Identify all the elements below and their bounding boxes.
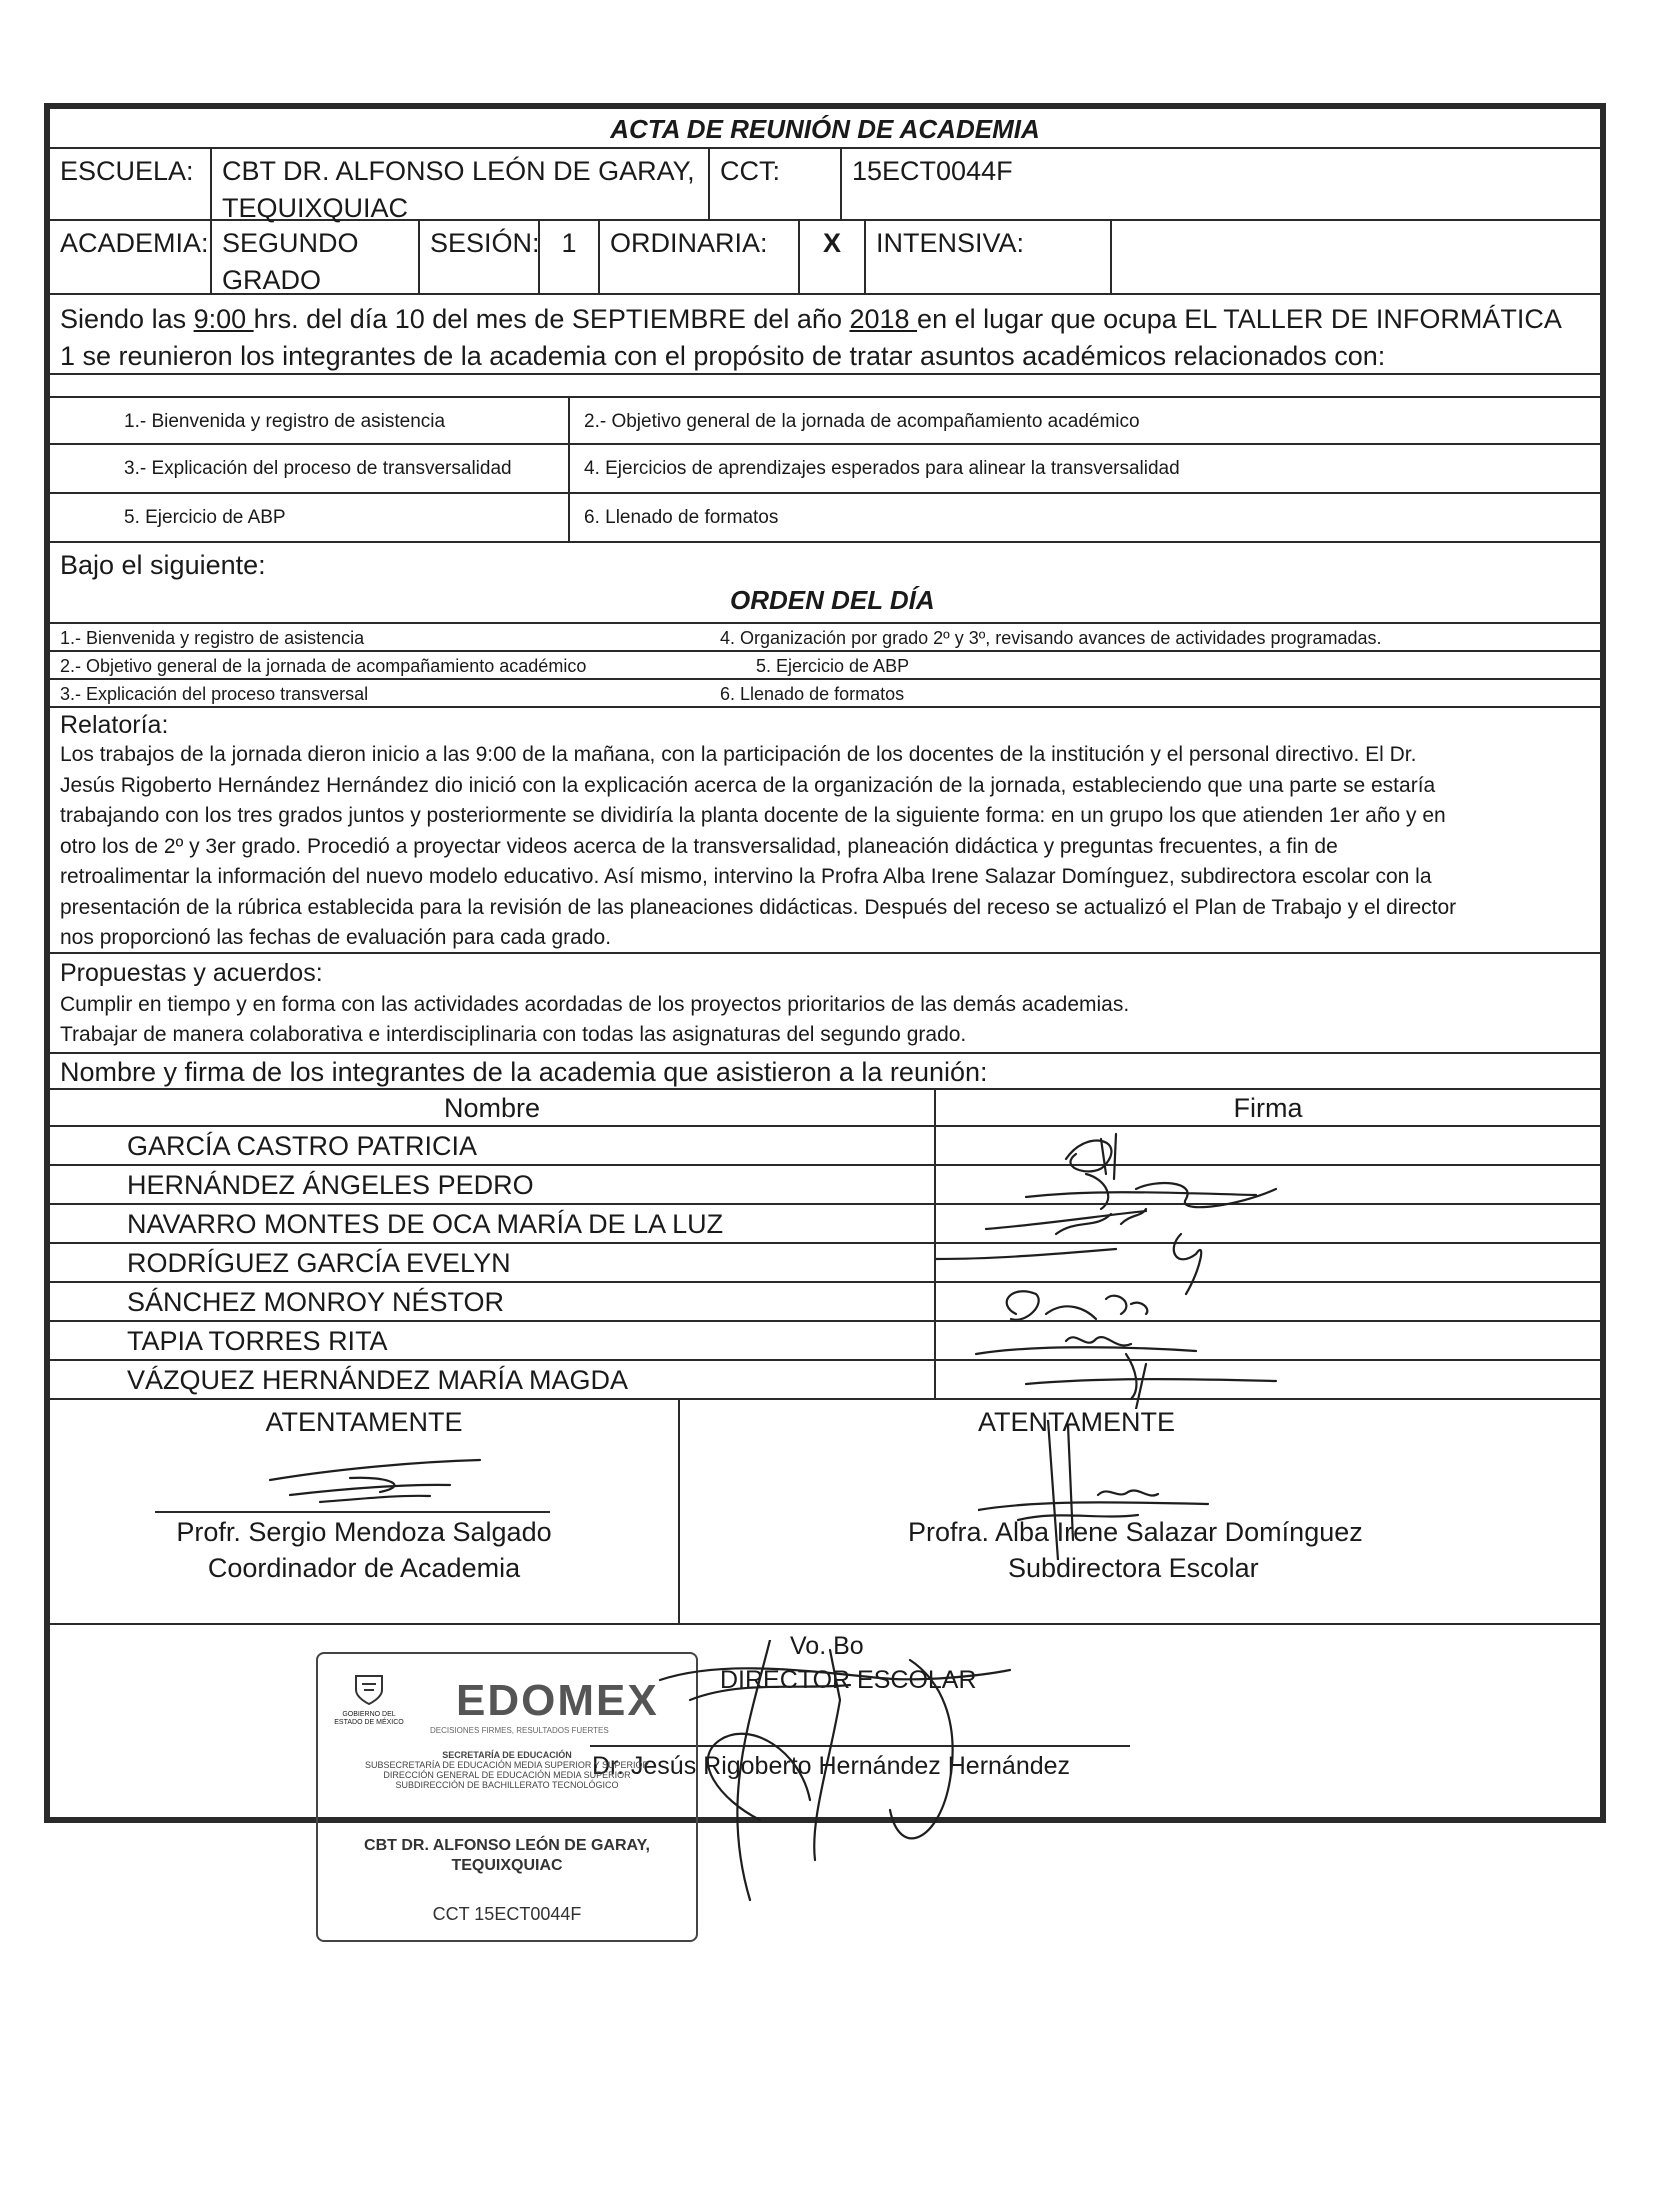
orden-row-3 — [50, 680, 1600, 708]
escuela-value — [212, 149, 710, 223]
ordinaria-value: X — [800, 221, 866, 293]
academia-value-line-1: SEGUNDO — [222, 228, 359, 258]
member-name: NAVARRO MONTES DE OCA MARÍA DE LA LUZ — [50, 1205, 936, 1242]
sesion-label: SESIÓN: — [420, 221, 540, 293]
orden-item: 5. Ejercicio de ABP — [756, 656, 910, 676]
director-title: DIRECTOR ESCOLAR — [720, 1666, 977, 1694]
propuestas-section — [50, 954, 1600, 1054]
right-signer-name: Profra. Alba Irene Salazar Domínguez — [908, 1517, 1363, 1547]
bajo-label: Bajo el siguiente: — [60, 550, 266, 580]
right-signer-block — [678, 1400, 1600, 1623]
intro-text-3: en el lugar que ocupa EL TALLER DE INFORMÁTICA — [917, 304, 1562, 334]
stamp-sec-4: SUBDIRECCIÓN DE BACHILLERATO TECNOLÓGICO — [395, 1780, 619, 1790]
edomex-logo: EDOMEX — [456, 1676, 659, 1725]
topic-item: 2.- Objetivo general de la jornada de acompañamiento académico — [584, 411, 1140, 432]
stamp-tagline: DECISIONES FIRMES, RESULTADOS FUERTES — [430, 1726, 609, 1735]
left-signer-role: Coordinador de Academia — [207, 1553, 521, 1583]
ordinaria-label: ORDINARIA: — [600, 221, 800, 293]
member-name: HERNÁNDEZ ÁNGELES PEDRO — [50, 1166, 936, 1203]
stamp-sec-3: DIRECCIÓN GENERAL DE EDUCACIÓN MEDIA SUPERIOR — [383, 1770, 631, 1780]
escuela-value-line-2: TEQUIXQUIAC — [222, 193, 409, 223]
relatoria-section — [50, 708, 1600, 954]
intensiva-label: INTENSIVA: — [866, 221, 1112, 293]
acta-document — [44, 103, 1606, 1823]
topics-row-1 — [50, 396, 1600, 445]
relatoria-line: nos proporcionó las fechas de evaluación para cada grado. — [60, 926, 612, 949]
topic-item: 5. Ejercicio de ABP — [50, 494, 570, 541]
stamp-sec-2: SUBSECRETARÍA DE EDUCACIÓN MEDIA SUPERIOR Y SUPERIOR — [364, 1760, 650, 1770]
signature-stroke — [1007, 1291, 1148, 1320]
academia-label: ACADEMIA: — [50, 221, 212, 293]
gov-shield — [324, 1672, 414, 1727]
topic-item: 6. Llenado de formatos — [584, 507, 779, 528]
stamp-school-1: CBT DR. ALFONSO LEÓN DE GARAY, — [364, 1837, 650, 1854]
orden-row-1 — [50, 624, 1600, 652]
orden-header-row — [50, 543, 1600, 624]
signature-stroke — [976, 1337, 1196, 1354]
intro-line-1 — [60, 301, 1590, 338]
stamp-sec-1: SECRETARÍA DE EDUCACIÓN — [442, 1750, 572, 1760]
intro-year: 2018 — [849, 304, 918, 334]
director-signature — [600, 1640, 1020, 1945]
topic-item: 4. Ejercicios de aprendizajes esperados para alinear la transversalidad — [584, 458, 1180, 479]
stamp-school-2: TEQUIXQUIAC — [451, 1857, 563, 1874]
escuela-label: ESCUELA: — [50, 149, 212, 219]
topic-item: 3.- Explicación del proceso de transversalidad — [50, 445, 570, 492]
cct-label: CCT: — [710, 149, 842, 219]
topic-item: 1.- Bienvenida y registro de asistencia — [50, 398, 570, 443]
propuesta-item: Trabajar de manera colaborativa e interdisciplinaria con todas las asignaturas del segundo grado. — [60, 1023, 967, 1046]
academia-row — [50, 221, 1600, 295]
vobo-label: Vo. Bo — [790, 1632, 864, 1660]
intro-row — [50, 295, 1600, 375]
title-row — [50, 109, 1600, 149]
orden-item: 1.- Bienvenida y registro de asistencia — [60, 628, 365, 648]
signature-stroke — [1066, 1134, 1116, 1179]
cct-value: 15ECT0044F — [852, 156, 1013, 186]
intro-text-2: hrs. del día 10 del mes de SEPTIEMBRE del año — [253, 304, 850, 334]
propuestas-label: Propuestas y acuerdos: — [60, 959, 323, 987]
orden-item: 6. Llenado de formatos — [720, 684, 905, 704]
gov-line-2: ESTADO DE MÉXICO — [334, 1719, 404, 1726]
relatoria-line: trabajando con los tres grados juntos y posteriormente se dividiría la planta docente de la siguiente forma: en un grupo los que atienden 1er año y en — [60, 804, 1446, 827]
member-name: SÁNCHEZ MONROY NÉSTOR — [50, 1283, 936, 1320]
orden-item: 4. Organización por grado 2º y 3º, revisando avances de actividades programadas. — [720, 628, 1382, 648]
orden-item: 2.- Objetivo general de la jornada de acompañamiento académico — [60, 656, 587, 676]
intro-line-2: 1 se reunieron los integrantes de la academia con el propósito de tratar asuntos académicos relacionados con: — [60, 341, 1386, 371]
relatoria-line: otro los de 2º y 3er grado. Procedió a proyectar videos acerca de la transversalidad, planeación didáctica y preguntas frecuentes, a fin de — [60, 834, 1338, 858]
left-signature-line — [155, 1511, 550, 1513]
relatoria-text — [60, 740, 1590, 954]
member-name: VÁZQUEZ HERNÁNDEZ MARÍA MAGDA — [50, 1361, 936, 1398]
academia-value-line-2: GRADO — [222, 265, 322, 295]
relatoria-line: presentación de la rúbrica establecida para la revisión de las planeaciones didácticas. Después del receso se actualizó el Plan de Trabajo y el director — [60, 895, 1457, 919]
intensiva-value — [1112, 221, 1600, 293]
firmas-label: Nombre y firma de los integrantes de la academia que asistieron a la reunión: — [60, 1057, 988, 1087]
member-name: RODRÍGUEZ GARCÍA EVELYN — [50, 1244, 936, 1281]
right-signer-role: Subdirectora Escolar — [1008, 1553, 1259, 1583]
signature-stroke — [1026, 1174, 1276, 1209]
member-name: TAPIA TORRES RITA — [50, 1322, 936, 1359]
signature-stroke — [986, 1209, 1146, 1234]
academia-value — [212, 221, 420, 293]
sesion-value: 1 — [540, 221, 600, 293]
topics-row-2 — [50, 445, 1600, 494]
shield-icon — [352, 1672, 386, 1706]
orden-item: 3.- Explicación del proceso transversal — [60, 684, 369, 704]
escuela-row — [50, 149, 1600, 221]
stamp-cct: CCT 15ECT0044F — [432, 1904, 582, 1924]
relatoria-label: Relatoría: — [60, 711, 169, 739]
member-name: GARCÍA CASTRO PATRICIA — [50, 1127, 936, 1164]
orden-title: ORDEN DEL DÍA — [730, 585, 935, 615]
director-name: Dr. Jesús Rigoberto Hernández Hernández — [592, 1752, 1071, 1780]
signature-stroke — [936, 1234, 1201, 1294]
left-signer-name: Profr. Sergio Mendoza Salgado — [176, 1517, 552, 1547]
col-nombre: Nombre — [50, 1090, 936, 1125]
relatoria-line: retroalimentar la información del nuevo modelo educativo. Así mismo, intervino la Profra Alba Irene Salazar Domínguez, subdirectora escolar con la — [60, 865, 1432, 888]
atentamente-right: ATENTAMENTE — [978, 1407, 1176, 1437]
member-signatures — [936, 1119, 1606, 1409]
document-title: ACTA DE REUNIÓN DE ACADEMIA — [610, 114, 1040, 144]
intro-hour: 9:00 — [193, 304, 254, 334]
col-firma: Firma — [1233, 1093, 1303, 1123]
left-signer-block — [50, 1400, 680, 1623]
topics-row-3 — [50, 494, 1600, 543]
atentamente-section — [50, 1400, 1600, 1625]
left-signature — [250, 1440, 490, 1515]
gov-line-1: GOBIERNO DEL — [342, 1711, 396, 1718]
orden-row-2 — [50, 652, 1600, 680]
intro-text-1: Siendo las — [60, 304, 194, 334]
relatoria-line: Jesús Rigoberto Hernández Hernández dio inició con la explicación acerca de la organización de la jornada, estableciendo que una parte se estaría — [60, 773, 1436, 797]
atentamente-left: ATENTAMENTE — [265, 1407, 463, 1437]
relatoria-line: Los trabajos de la jornada dieron inicio a las 9:00 de la mañana, con la participación de los docentes de la institución y el personal directivo. El Dr. — [60, 743, 1417, 766]
firmas-header-row — [50, 1054, 1600, 1090]
escuela-value-line-1: CBT DR. ALFONSO LEÓN DE GARAY, — [222, 156, 695, 186]
propuesta-item: Cumplir en tiempo y en forma con las actividades acordadas de los proyectos prioritarios de las demás academias. — [60, 993, 1130, 1016]
